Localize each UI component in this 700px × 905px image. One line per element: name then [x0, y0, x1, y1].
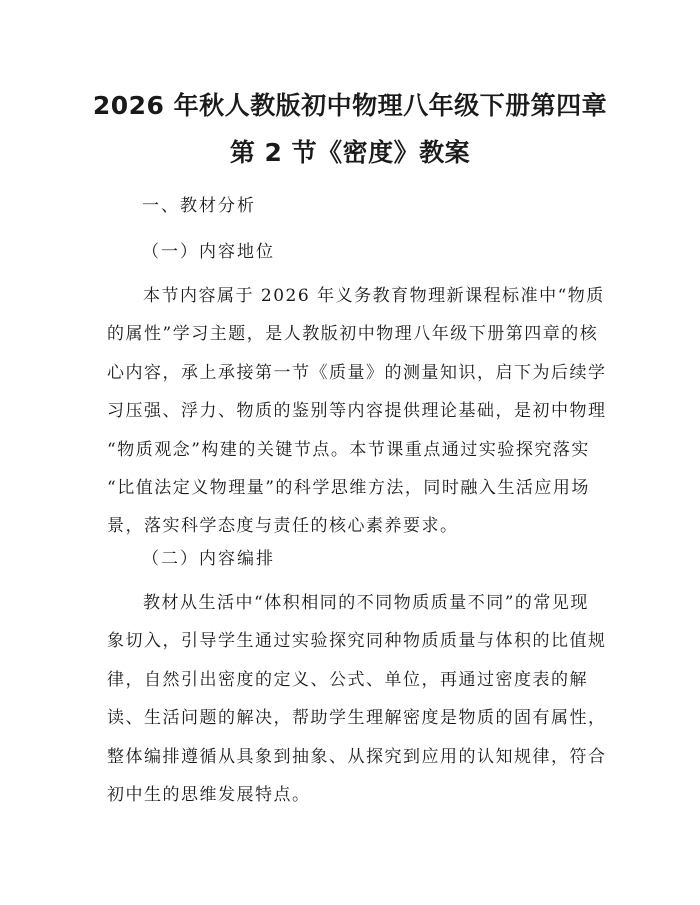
- paragraph-line: 的属性”学习主题，是人教版初中物理八年级下册第四章的核: [107, 324, 599, 345]
- subsection-heading-content-arrangement: （二）内容编排: [142, 549, 275, 569]
- paragraph-line: 心内容，承上承接第一节《质量》的测量知识，启下为后续学: [107, 362, 607, 383]
- section-heading: 一、教材分析: [142, 196, 256, 216]
- paragraph-line: 习压强、浮力、物质的鉴别等内容提供理论基础，是初中物理: [107, 401, 607, 422]
- paragraph-line: “物质观念”构建的关键节点。本节课重点通过实验探究落实: [107, 439, 590, 460]
- paragraph-line: 整体编排遵循从具象到抽象、从探究到应用的认知规律，符合: [107, 746, 607, 767]
- paragraph-line: 景，落实科学态度与责任的核心素养要求。: [107, 516, 459, 537]
- paragraph-line: 律，自然引出密度的定义、公式、单位，再通过密度表的解: [107, 669, 588, 690]
- paragraph-line: 初中生的思维发展特点。: [107, 784, 311, 805]
- paragraph-line: 象切入，引导学生通过实验探究同种物质质量与体积的比值规: [107, 631, 607, 652]
- paragraph-content-arrangement: [107, 584, 607, 814]
- subsection-heading-content-position: （一）内容地位: [142, 242, 275, 262]
- paragraph-line: 读、生活问题的解决，帮助学生理解密度是物质的固有属性，: [107, 708, 607, 729]
- paragraph-line: 本节内容属于 2026 年义务教育物理新课程标准中“物质: [143, 286, 605, 306]
- document-title-line-1: 2026 年秋人教版初中物理八年级下册第四章: [92, 91, 608, 120]
- document-title-line-2: 第 2 节《密度》教案: [229, 138, 471, 167]
- paragraph-line: “比值法定义物理量”的科学思维方法，同时融入生活应用场: [107, 477, 590, 498]
- paragraph-line: 教材从生活中“体积相同的不同物质质量不同”的常见现: [143, 593, 589, 613]
- paragraph-content-position: [107, 277, 607, 546]
